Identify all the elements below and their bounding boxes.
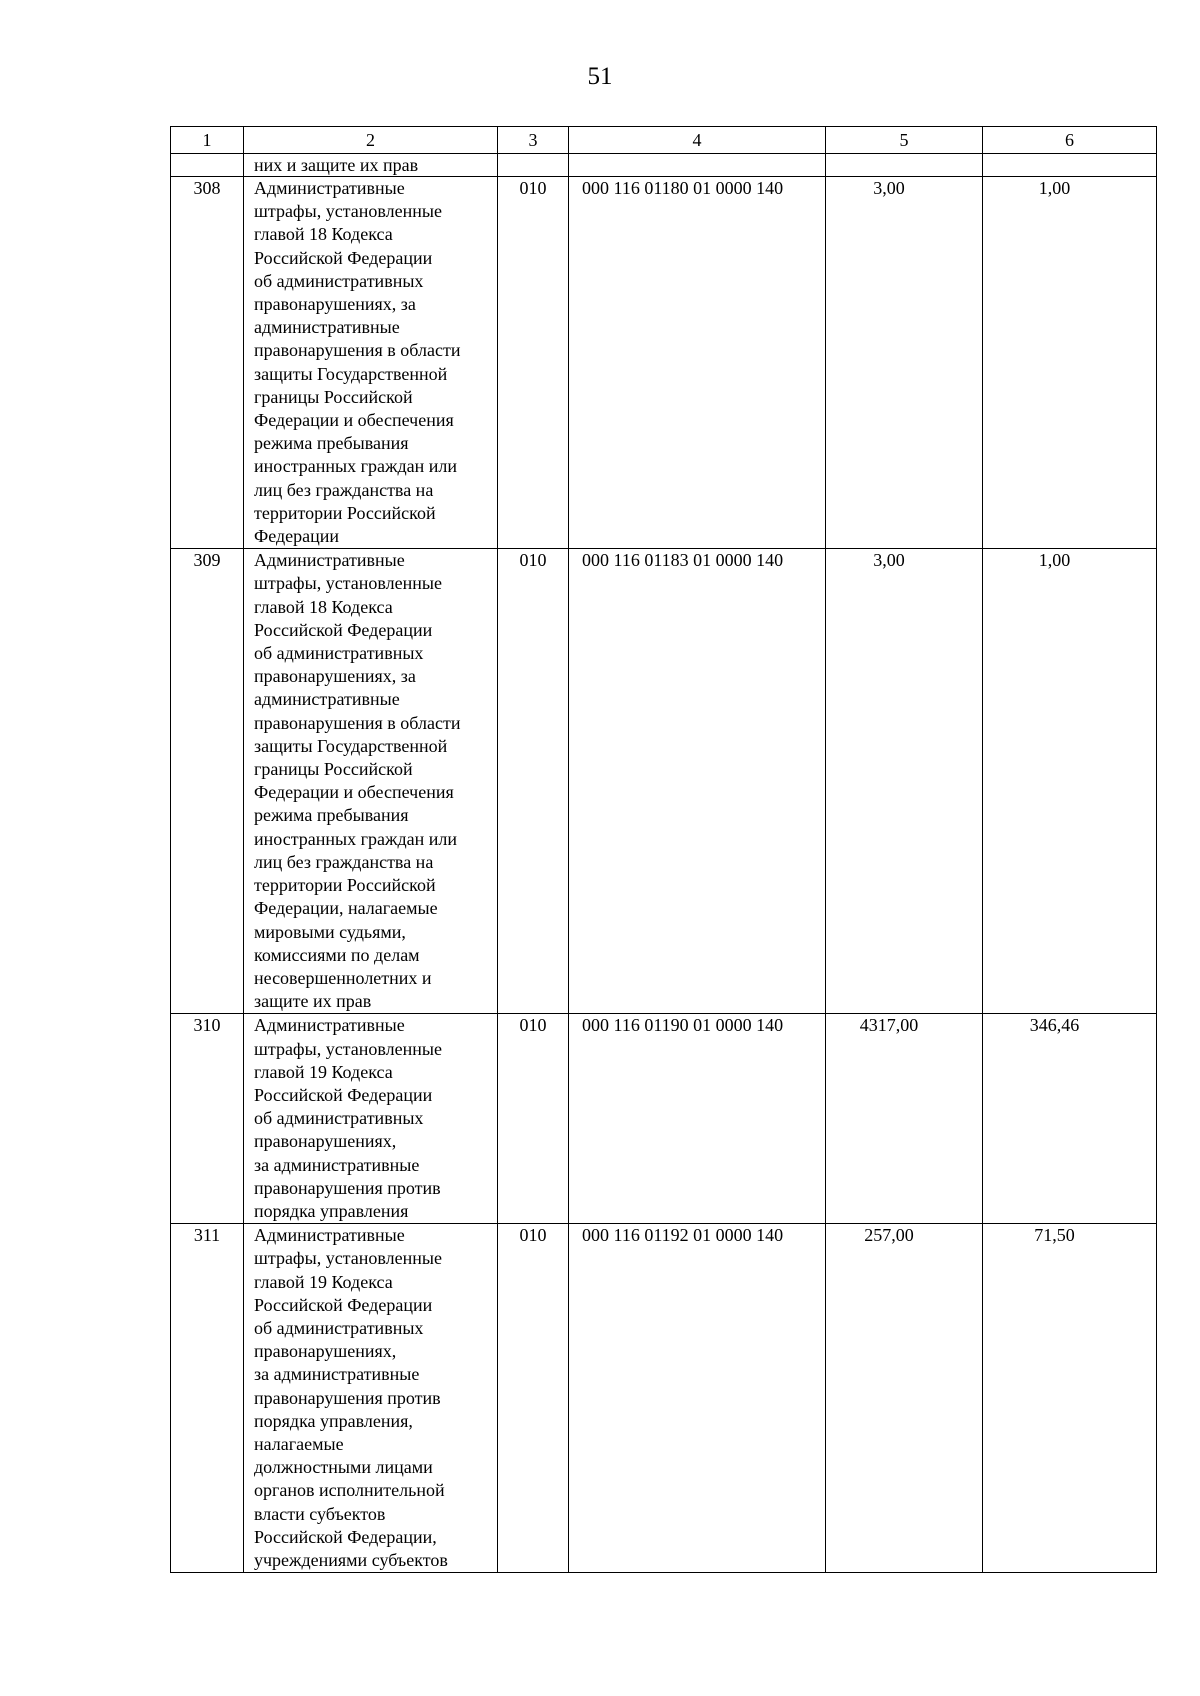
header-col-5: 5	[826, 127, 983, 154]
name-line: Федерации, налагаемые	[254, 898, 438, 919]
name-line: главой 19 Кодекса	[254, 1271, 393, 1292]
name-line: защиты Государственной	[254, 735, 448, 756]
name-line: Федерации	[254, 526, 340, 547]
name-line: правонарушениях, за	[254, 666, 416, 687]
name-line: штрафы, установленные	[254, 201, 442, 222]
cell-col5	[826, 154, 983, 177]
cell-code: 010	[498, 1224, 569, 1573]
name-line: правонарушения против	[254, 1387, 441, 1408]
name-line: Российской Федерации	[254, 247, 433, 268]
cell-kbk: 000 116 01190 01 0000 140	[569, 1014, 826, 1224]
name-line: лиц без гражданства на	[254, 479, 434, 500]
name-line: налагаемые	[254, 1433, 344, 1454]
cell-code: 010	[498, 1014, 569, 1224]
name-line: границы Российской	[254, 759, 413, 780]
name-line: штрафы, установленные	[254, 1248, 442, 1269]
name-line: учреждениями субъектов	[254, 1549, 448, 1570]
name-line: Российской Федерации	[254, 1294, 433, 1315]
name-line: границы Российской	[254, 386, 413, 407]
name-line: административные	[254, 689, 400, 710]
name-line: Российской Федерации,	[254, 1526, 437, 1547]
header-col-2: 2	[244, 127, 498, 154]
name-line: защите их прав	[254, 991, 372, 1012]
name-line: них и защите их прав	[254, 155, 419, 175]
name-line: правонарушения в области	[254, 712, 461, 733]
name-line: иностранных граждан или	[254, 828, 457, 849]
cell-num: 310	[171, 1014, 244, 1224]
header-col-6: 6	[983, 127, 1157, 154]
table-row	[171, 549, 1157, 1014]
cell-code: 010	[498, 549, 569, 1014]
cell-code: 010	[498, 177, 569, 549]
cell-name	[244, 154, 498, 177]
cell-col6	[983, 154, 1157, 177]
header-row	[171, 127, 1157, 154]
cell-col6: 1,00	[983, 177, 1157, 549]
name-line: об административных	[254, 1108, 424, 1129]
name-line: об административных	[254, 1317, 424, 1338]
cell-col5: 257,00	[826, 1224, 983, 1573]
name-line: штрафы, установленные	[254, 573, 442, 594]
name-line: Административные	[254, 178, 405, 198]
name-line: лиц без гражданства на	[254, 851, 434, 872]
name-line: правонарушения в области	[254, 340, 461, 361]
cell-num: 308	[171, 177, 244, 549]
table-row	[171, 1224, 1157, 1573]
name-line: административные	[254, 317, 400, 338]
name-line: об административных	[254, 270, 424, 291]
cell-kbk: 000 116 01192 01 0000 140	[569, 1224, 826, 1573]
name-line: территории Российской	[254, 502, 436, 523]
cell-kbk	[569, 154, 826, 177]
name-line: правонарушениях,	[254, 1341, 397, 1362]
name-line: мировыми судьями,	[254, 921, 406, 942]
name-line: за административные	[254, 1154, 420, 1175]
name-line: должностными лицами	[254, 1457, 433, 1478]
continuation-row	[171, 154, 1157, 177]
name-line: органов исполнительной	[254, 1480, 445, 1501]
name-line: несовершеннолетних и	[254, 967, 432, 988]
name-line: комиссиями по делам	[254, 944, 420, 965]
name-line: Российской Федерации	[254, 1084, 433, 1105]
name-line: за административные	[254, 1364, 420, 1385]
name-line: Административные	[254, 1225, 405, 1246]
name-line: главой 18 Кодекса	[254, 224, 393, 245]
cell-col6: 71,50	[983, 1224, 1157, 1573]
page-number: 51	[587, 63, 613, 90]
name-line: режима пребывания	[254, 433, 409, 454]
name-line: главой 19 Кодекса	[254, 1061, 393, 1082]
cell-name	[244, 1014, 498, 1224]
name-line: об административных	[254, 643, 424, 664]
cell-col6: 1,00	[983, 549, 1157, 1014]
name-line: иностранных граждан или	[254, 456, 457, 477]
cell-code	[498, 154, 569, 177]
cell-col6: 346,46	[983, 1014, 1157, 1224]
name-line: штрафы, установленные	[254, 1038, 442, 1059]
cell-name	[244, 1224, 498, 1573]
cell-name	[244, 177, 498, 549]
name-line: порядка управления	[254, 1200, 409, 1221]
name-line: власти субъектов	[254, 1503, 386, 1524]
name-line: главой 18 Кодекса	[254, 596, 393, 617]
name-line: Федерации и обеспечения	[254, 782, 454, 803]
revenue-table	[170, 126, 1157, 1573]
cell-col5: 3,00	[826, 177, 983, 549]
cell-col5: 3,00	[826, 549, 983, 1014]
header-col-4: 4	[569, 127, 826, 154]
cell-num: 309	[171, 549, 244, 1014]
cell-col5: 4317,00	[826, 1014, 983, 1224]
name-line: территории Российской	[254, 875, 436, 896]
cell-name	[244, 549, 498, 1014]
table-row	[171, 177, 1157, 549]
name-line: Административные	[254, 550, 405, 571]
name-line: правонарушениях, за	[254, 294, 416, 315]
name-line: Федерации и обеспечения	[254, 410, 454, 431]
cell-num: 311	[171, 1224, 244, 1573]
name-line: защиты Государственной	[254, 363, 448, 384]
table-row	[171, 1014, 1157, 1224]
name-line: Российской Федерации	[254, 619, 433, 640]
name-line: правонарушения против	[254, 1177, 441, 1198]
header-col-1: 1	[171, 127, 244, 154]
cell-kbk: 000 116 01183 01 0000 140	[569, 549, 826, 1014]
name-line: режима пребывания	[254, 805, 409, 826]
header-col-3: 3	[498, 127, 569, 154]
name-line: порядка управления,	[254, 1410, 413, 1431]
name-line: правонарушениях,	[254, 1131, 397, 1152]
cell-num	[171, 154, 244, 177]
cell-kbk: 000 116 01180 01 0000 140	[569, 177, 826, 549]
name-line: Административные	[254, 1015, 405, 1036]
